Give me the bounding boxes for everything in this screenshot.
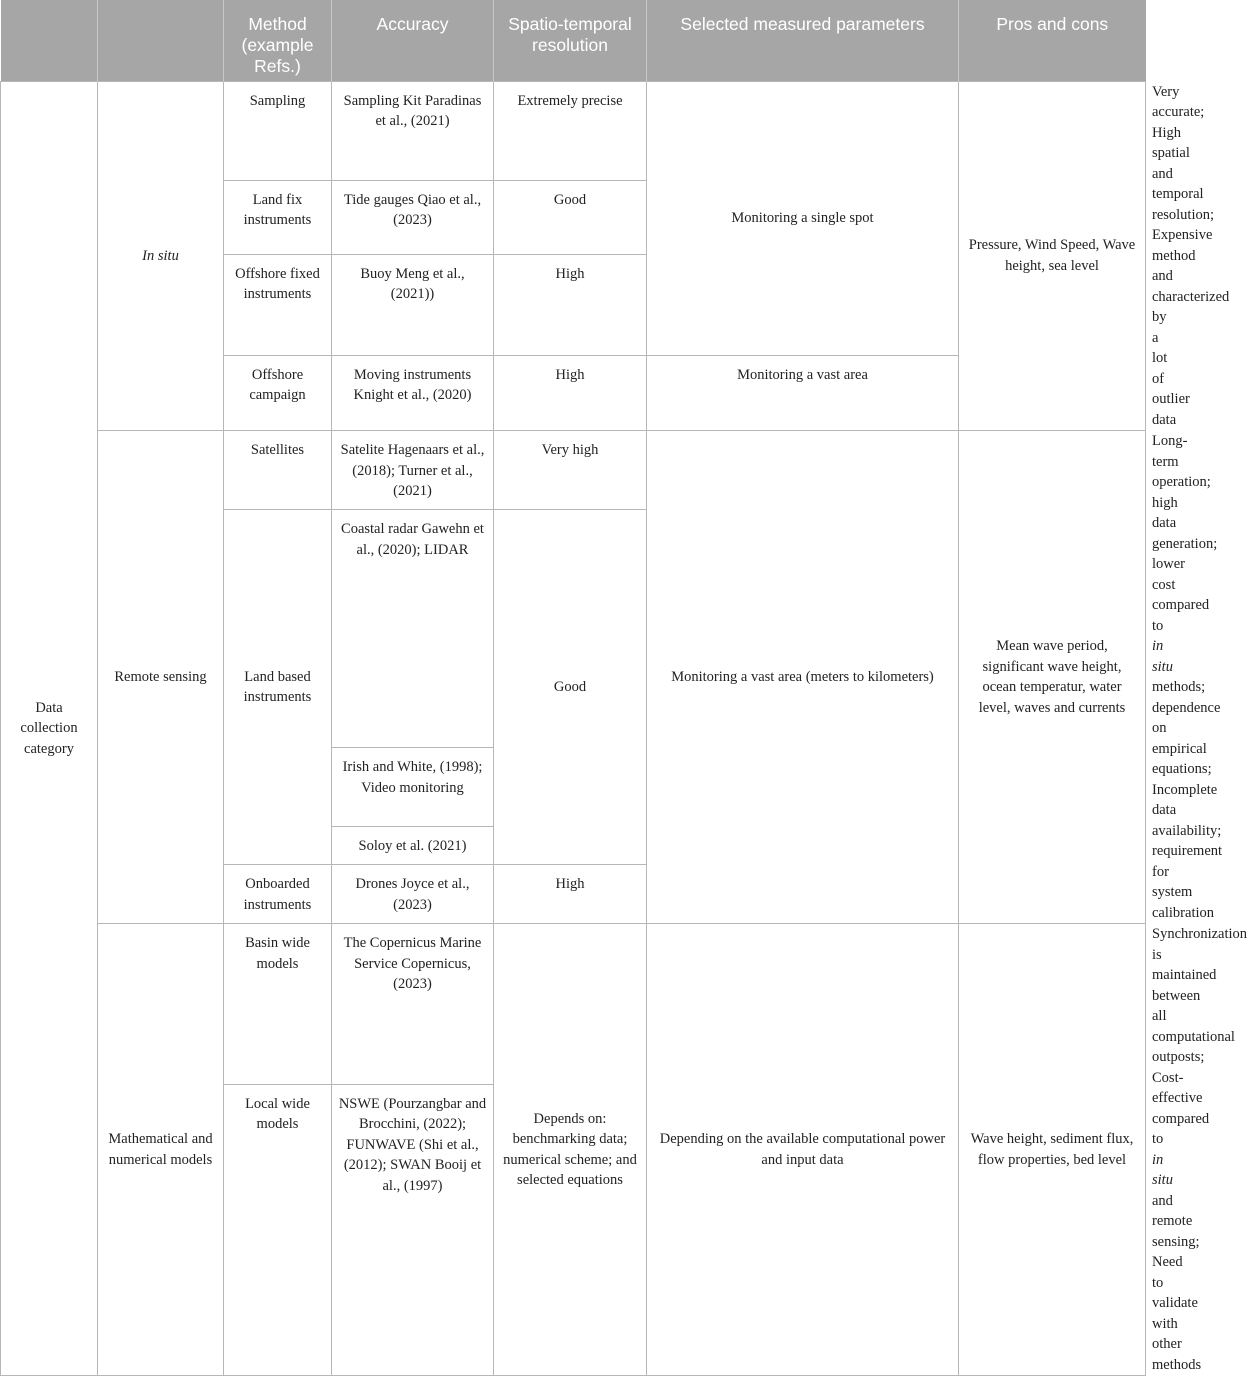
type-cell: Land based instruments	[224, 510, 332, 865]
resolution-cell: Depending on the available computational power and input data	[647, 924, 959, 1376]
method-cell: The Copernicus Marine Service Copernicus, (2023)	[332, 924, 494, 1085]
pros-text: Long-term operation; high data generation; lower cost compared to	[1152, 433, 1218, 634]
table-row: Data collection category In situ Sampling Sampling Kit Paradinas et al., (2021) Extremely precise Monitoring a single spot Pressure, Wind Speed, Wave height, sea level Very accurate; High spatial and temporal resolution; Expensive method and characterized by a lot of outlier data	[1, 81, 1146, 180]
parameters-cell: Mean wave period, significant wave height, ocean temperatur, water level, waves and currents	[959, 431, 1146, 924]
header-blank-1	[1, 0, 98, 81]
resolution-cell: Monitoring a vast area (meters to kilometers)	[647, 431, 959, 924]
method-cell: Drones Joyce et al., (2023)	[332, 865, 494, 924]
method-cell: Tide gauges Qiao et al., (2023)	[332, 180, 494, 254]
type-cell: Satellites	[224, 431, 332, 510]
accuracy-cell: Extremely precise	[494, 81, 647, 180]
pros-italic: in situ	[1152, 1151, 1173, 1188]
resolution-cell: Monitoring a single spot	[647, 81, 959, 355]
method-cell: Irish and White, (1998); Video monitoring	[332, 748, 494, 827]
method-cell: Satelite Hagenaars et al., (2018); Turner et al., (2021)	[332, 431, 494, 510]
table-row	[1, 924, 1146, 1085]
accuracy-cell: Good	[494, 180, 647, 254]
type-cell: Land fix instruments	[224, 180, 332, 254]
method-cell: NSWE (Pourzangbar and Brocchini, (2022); FUNWAVE (Shi et al., (2012); SWAN Booij et al., (1997)	[332, 1084, 494, 1375]
group-models: Mathematical and numerical models	[98, 924, 224, 1376]
accuracy-cell: High	[494, 865, 647, 924]
type-cell: Basin wide models	[224, 924, 332, 1085]
group-in-situ: In situ	[98, 81, 224, 431]
method-cell: Buoy Meng et al., (2021))	[332, 254, 494, 355]
type-cell: Offshore campaign	[224, 355, 332, 430]
accuracy-cell: High	[494, 254, 647, 355]
method-cell: Soloy et al. (2021)	[332, 827, 494, 865]
type-cell: Sampling	[224, 81, 332, 180]
header-blank-2	[98, 0, 224, 81]
category-cell: Data collection category	[1, 81, 98, 1376]
accuracy-cell: High	[494, 355, 647, 430]
method-cell: Sampling Kit Paradinas et al., (2021)	[332, 81, 494, 180]
pros-italic: in situ	[1152, 638, 1173, 675]
pros-text: methods; dependence on empirical equations; Incomplete data availability; requirement for system calibration	[1152, 679, 1223, 921]
accuracy-cell: Very high	[494, 431, 647, 510]
method-cell: Moving instruments Knight et al., (2020)	[332, 355, 494, 430]
header-method: Method (example Refs.)	[224, 0, 332, 81]
type-cell: Onboarded instruments	[224, 865, 332, 924]
table-row	[1, 431, 1146, 510]
pros-text: Synchronization is maintained between all computational outposts; Cost-effective compared to	[1152, 926, 1247, 1147]
accuracy-cell: Depends on: benchmarking data; numerical scheme; and selected equations	[494, 924, 647, 1376]
type-cell: Offshore fixed instruments	[224, 254, 332, 355]
parameters-cell: Wave height, sediment flux, flow properties, bed level	[959, 924, 1146, 1376]
resolution-cell: Monitoring a vast area	[647, 355, 959, 430]
method-cell: Coastal radar Gawehn et al., (2020); LIDAR	[332, 510, 494, 748]
pros-text: and remote sensing; Need to validate with other methods	[1152, 1192, 1202, 1373]
header-row	[1, 0, 1146, 81]
header-accuracy: Accuracy	[332, 0, 494, 81]
group-remote-sensing: Remote sensing	[98, 431, 224, 924]
header-resolution: Spatio-temporal resolution	[494, 0, 647, 81]
header-parameters: Selected measured parameters	[647, 0, 959, 81]
header-pros-cons: Pros and cons	[959, 0, 1146, 81]
type-cell: Local wide models	[224, 1084, 332, 1375]
parameters-cell: Pressure, Wind Speed, Wave height, sea level	[959, 81, 1146, 431]
accuracy-cell: Good	[494, 510, 647, 865]
